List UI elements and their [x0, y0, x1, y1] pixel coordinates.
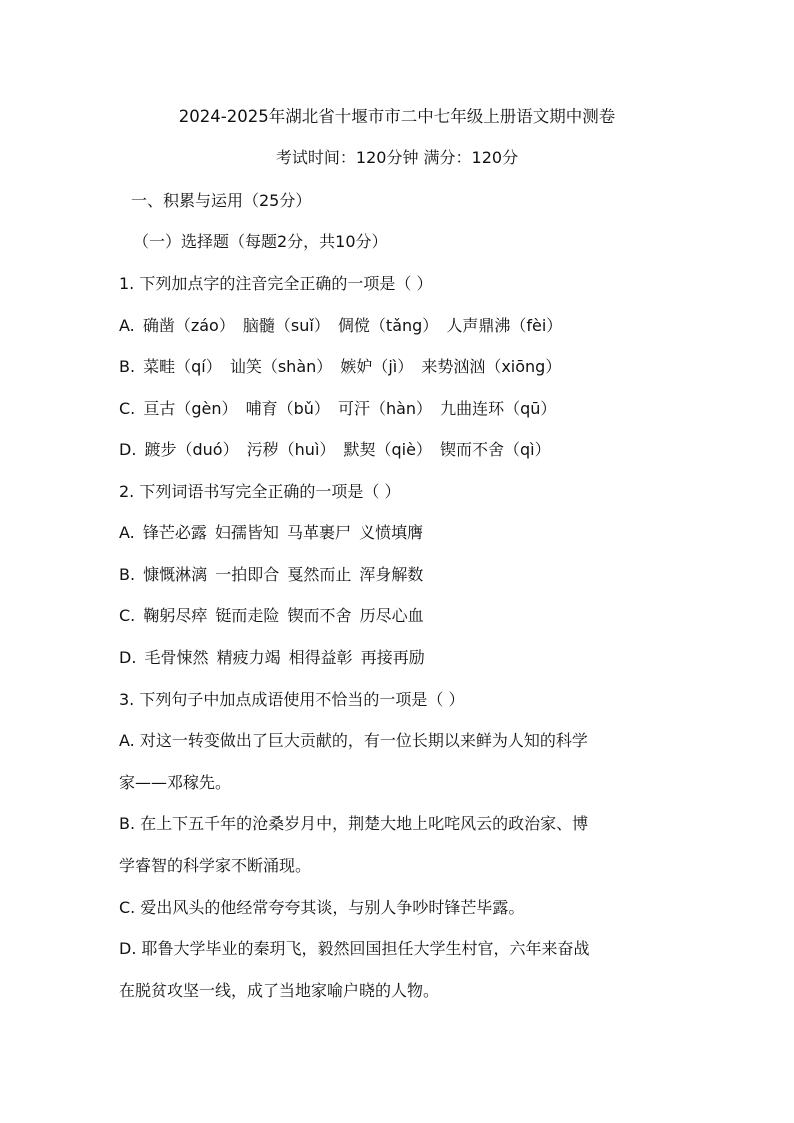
question-3-option-b-cont: 学睿智的科学家不断涌现。 — [119, 856, 312, 875]
exam-subtitle: 考试时间：120分钟 满分：120分 — [275, 148, 519, 167]
question-1-option-a: A. 确凿（záo） 脑髓（suǐ） 倜傥（tǎng） 人声鼎沸（fèi） — [119, 316, 563, 335]
question-3-option-d: D. 耶鲁大学毕业的秦玥飞，毅然回国担任大学生村官，六年来奋战 — [119, 939, 590, 958]
question-3-option-b: B. 在上下五千年的沧桑岁月中，荆楚大地上叱咤风云的政治家、博 — [119, 814, 589, 833]
question-3-option-d-cont: 在脱贫攻坚一线，成了当地家喻户晓的人物。 — [119, 981, 440, 1000]
question-3-option-a: A. 对这一转变做出了巨大贡献的，有一位长期以来鲜为人知的科学 — [119, 731, 588, 750]
question-3-option-c: C. 爱出风头的他经常夸夸其谈，与别人争吵时锋芒毕露。 — [119, 898, 525, 917]
section-heading: 一、积累与运用（25分） — [131, 191, 312, 210]
question-1-stem: 1. 下列加点字的注音完全正确的一项是（ ） — [119, 274, 433, 293]
question-2-stem: 2. 下列词语书写完全正确的一项是（ ） — [119, 482, 401, 501]
question-2-option-c: C. 鞠躬尽瘁 铤而走险 锲而不舍 历尽心血 — [119, 606, 424, 625]
exam-title: 2024-2025年湖北省十堰市市二中七年级上册语文期中测卷 — [178, 107, 616, 126]
question-1-option-c: C. 亘古（gèn） 哺育（bǔ） 可汗（hàn） 九曲连环（qū） — [119, 399, 557, 418]
question-2-option-a: A. 锋芒必露 妇孺皆知 马革裹尸 义愤填膺 — [119, 523, 424, 542]
question-2-option-b: B. 慷慨淋漓 一拍即合 戛然而止 浑身解数 — [119, 565, 424, 584]
question-3-option-a-cont: 家——邓稼先。 — [119, 773, 232, 792]
question-1-option-b: B. 菜畦（qí） 讪笑（shàn） 嫉妒（jì） 来势汹汹（xiōng） — [119, 357, 562, 376]
question-3-stem: 3. 下列句子中加点成语使用不恰当的一项是（ ） — [119, 690, 465, 709]
question-1-option-d: D. 踱步（duó） 污秽（huì） 默契（qiè） 锲而不舍（qì） — [119, 440, 551, 459]
part-heading: （一）选择题（每题2分，共10分） — [133, 232, 388, 251]
question-2-option-d: D. 毛骨悚然 精疲力竭 相得益彰 再接再励 — [119, 648, 425, 667]
